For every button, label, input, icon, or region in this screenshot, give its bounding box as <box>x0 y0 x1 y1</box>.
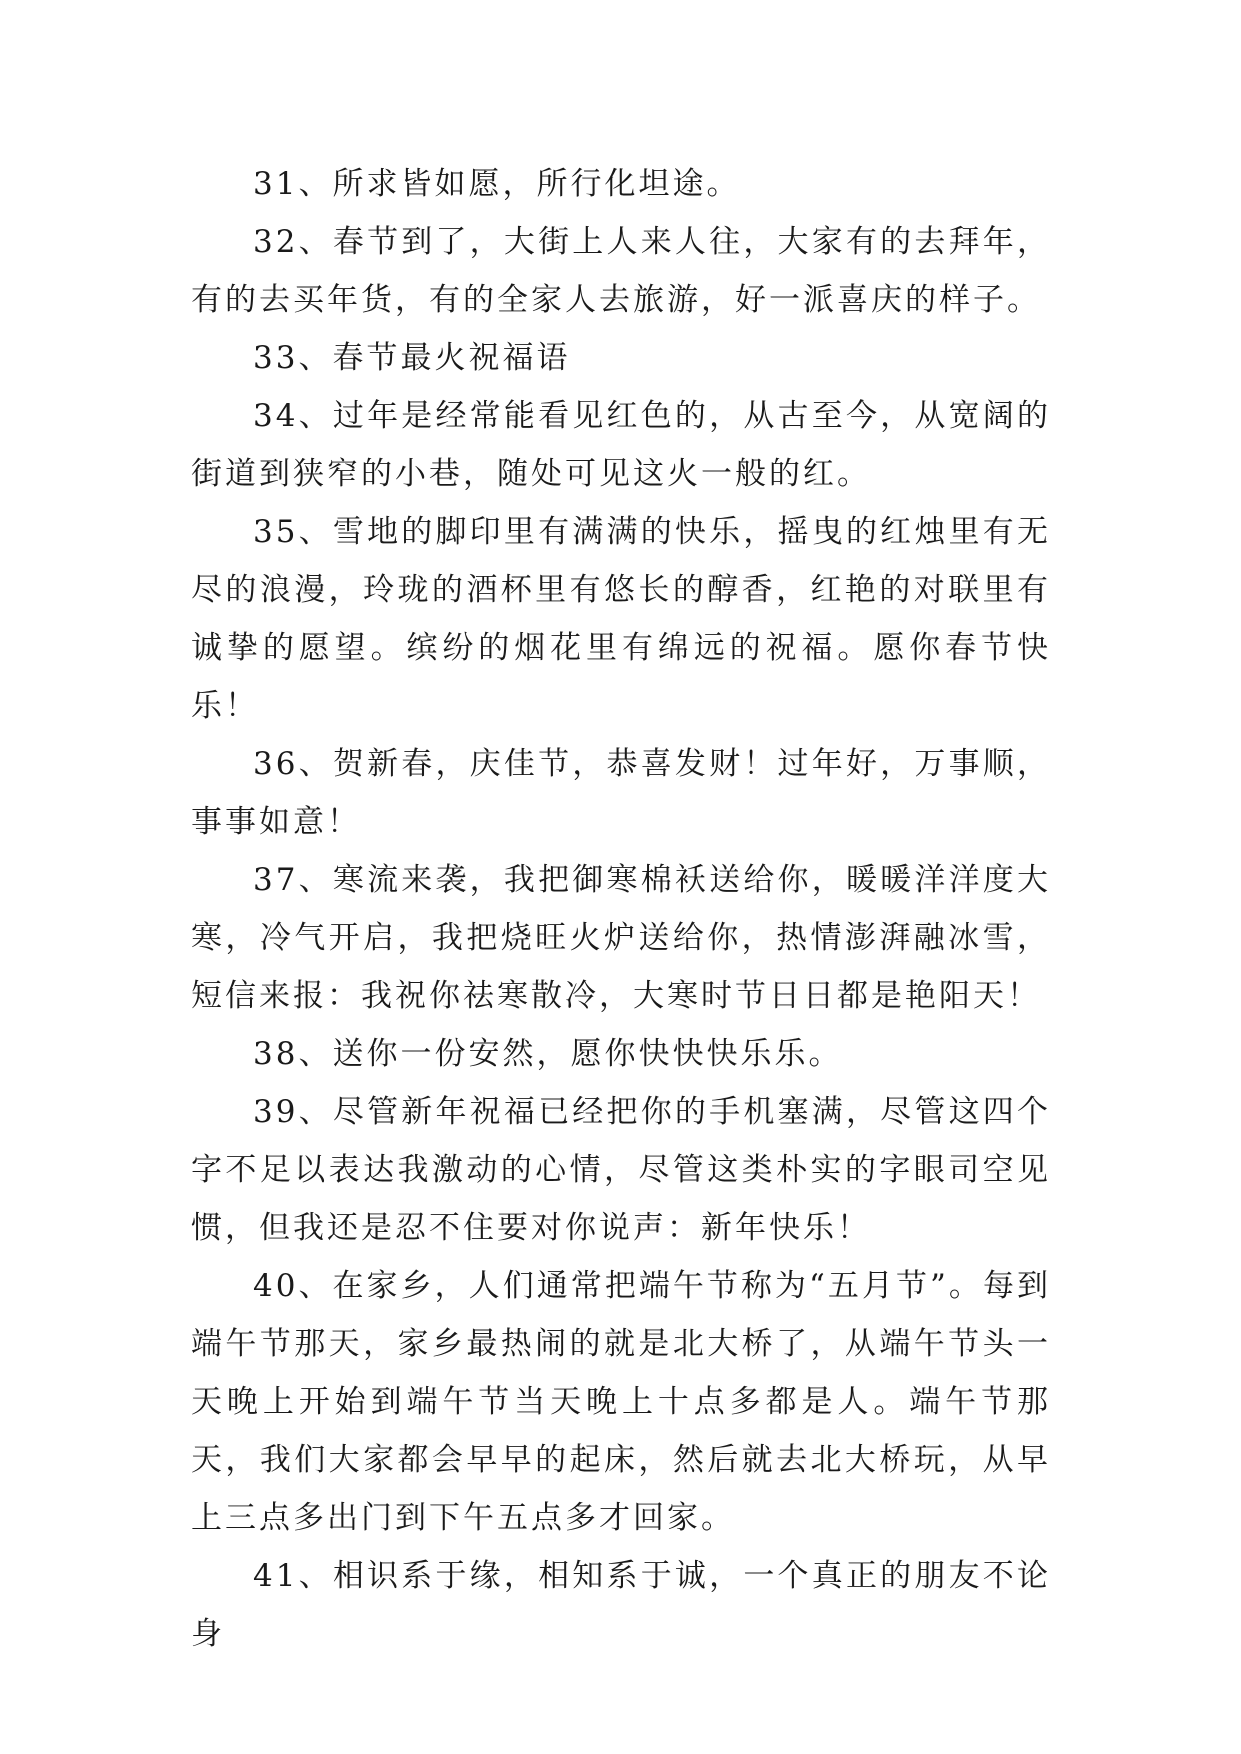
paragraph-37: 37、寒流来袭，我把御寒棉袄送给你，暖暖洋洋度大寒，冷气开启，我把烧旺火炉送给你，热情澎湃融冰雪，短信来报：我祝你祛寒散冷，大寒时节日日都是艳阳天！ <box>191 862 1051 1014</box>
document-body <box>191 155 1051 1663</box>
paragraph-41: 41、相识系于缘，相知系于诚，一个真正的朋友不论身 <box>191 1558 1051 1652</box>
paragraph-34: 34、过年是经常能看见红色的，从古至今，从宽阔的街道到狭窄的小巷，随处可见这火一般的红。 <box>191 398 1051 492</box>
paragraph-40: 40、在家乡，人们通常把端午节称为“五月节”。每到端午节那天，家乡最热闹的就是北大桥了，从端午节头一天晚上开始到端午节当天晚上十点多都是人。端午节那天，我们大家都会早早的起床，然后就去北大桥玩，从早上三点多出门到下午五点多才回家。 <box>191 1268 1051 1536</box>
paragraph-38: 38、送你一份安然，愿你快快快乐乐。 <box>253 1036 843 1072</box>
paragraph-35: 35、雪地的脚印里有满满的快乐，摇曳的红烛里有无尽的浪漫，玲珑的酒杯里有悠长的醇香，红艳的对联里有诚挚的愿望。缤纷的烟花里有绵远的祝福。愿你春节快乐！ <box>191 514 1051 724</box>
paragraph-33: 33、春节最火祝福语 <box>253 340 571 376</box>
paragraph-36: 36、贺新春，庆佳节，恭喜发财！过年好，万事顺，事事如意！ <box>191 746 1051 840</box>
paragraph-39: 39、尽管新年祝福已经把你的手机塞满，尽管这四个字不足以表达我激动的心情，尽管这类朴实的字眼司空见惯，但我还是忍不住要对你说声：新年快乐！ <box>191 1094 1051 1246</box>
paragraph-32: 32、春节到了，大街上人来人往，大家有的去拜年，有的去买年货，有的全家人去旅游，好一派喜庆的样子。 <box>191 224 1051 318</box>
paragraph-31: 31、所求皆如愿，所行化坦途。 <box>253 166 741 202</box>
